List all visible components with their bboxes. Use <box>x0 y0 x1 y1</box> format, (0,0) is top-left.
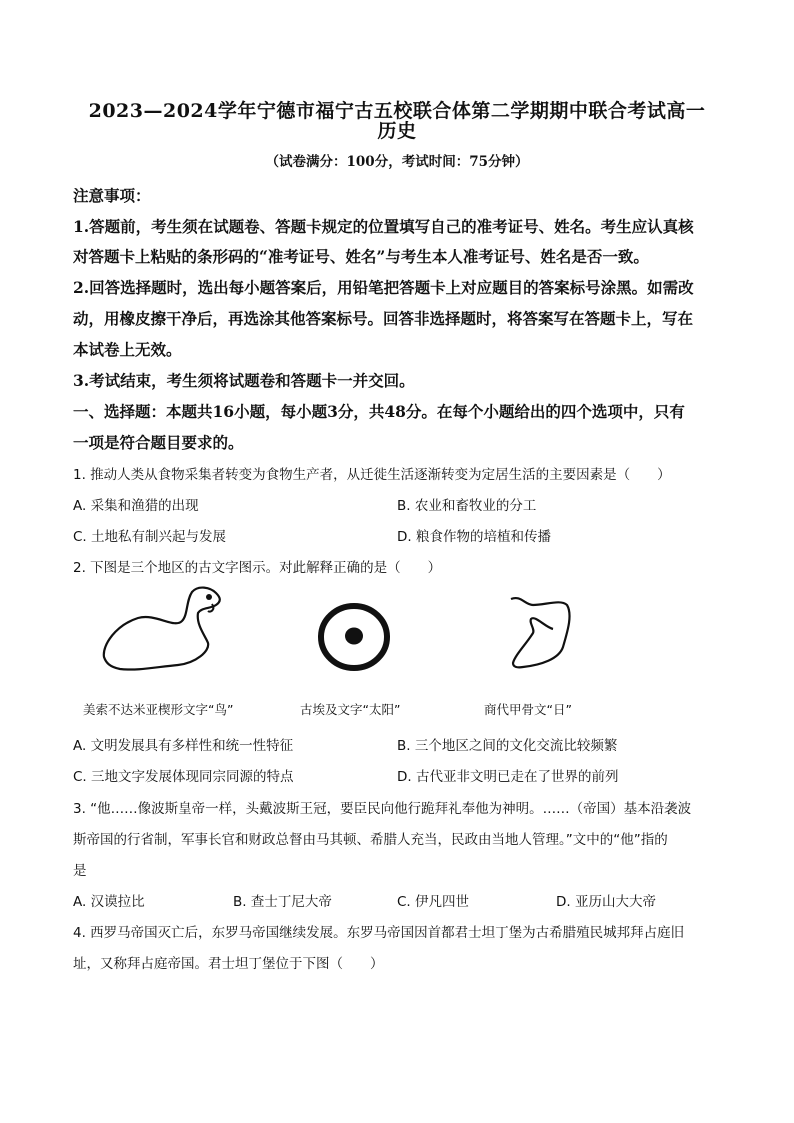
q2-option-c: C. 三地文字发展体现同宗同源的特点 <box>73 769 294 785</box>
q4-stem-b: 址，又称拜占庭帝国。君士坦丁堡位于下图（ ） <box>73 956 384 972</box>
q3-stem-c: 是 <box>73 863 87 879</box>
notice-item-2c: 本试卷上无效。 <box>73 340 182 359</box>
section-heading-b: 一项是符合题目要求的。 <box>73 433 244 452</box>
q3-option-b: B. 查士丁尼大帝 <box>233 894 332 910</box>
notice-item-1b: 对答题卡上粘贴的条形码的“准考证号、姓名”与考生本人准考证号、姓名是否一致。 <box>73 247 649 266</box>
q2-option-a: A. 文明发展具有多样性和统一性特征 <box>73 738 294 754</box>
exam-title: 2023—2024学年宁德市福宁古五校联合体第二学期期中联合考试高一 <box>88 100 706 122</box>
exam-info: （试卷满分：100分，考试时间：75分钟） <box>265 154 529 170</box>
q2-option-b: B. 三个地区之间的文化交流比较频繁 <box>397 738 618 754</box>
notice-item-3: 3.考试结束，考生须将试题卷和答题卡一并交回。 <box>73 371 415 390</box>
q1-stem: 1. 推动人类从食物采集者转变为食物生产者，从迁徙生活逐渐转变为定居生活的主要因素是（ ） <box>73 467 671 483</box>
q2-stem: 2. 下图是三个地区的古文字图示。对此解释正确的是（ ） <box>73 560 442 576</box>
q2-option-d: D. 古代亚非文明已走在了世界的前列 <box>397 769 619 785</box>
q3-stem-b: 斯帝国的行省制，军事长官和财政总督由马其顿、希腊人充当，民政由当地人管理。”文中的“他”指的 <box>73 832 668 848</box>
q4-stem-a: 4. 西罗马帝国灭亡后，东罗马帝国继续发展。东罗马帝国因首都君士坦丁堡为古希腊殖民城邦拜占庭旧 <box>73 925 685 941</box>
q1-option-c: C. 土地私有制兴起与发展 <box>73 529 227 545</box>
egyptian-sun-figure <box>316 601 392 673</box>
q1-option-a: A. 采集和渔猎的出现 <box>73 498 199 514</box>
caption-oracle-bone-sun: 商代甲骨文“日” <box>484 702 572 717</box>
notice-item-1a: 1.答题前，考生须在试题卷、答题卡规定的位置填写自己的准考证号、姓名。考生应认真核 <box>73 217 694 236</box>
caption-egyptian-sun: 古埃及文字“太阳” <box>300 702 401 717</box>
notice-item-2b: 动，用橡皮擦干净后，再选涂其他答案标号。回答非选择题时，将答案写在答题卡上，写在 <box>73 309 694 328</box>
oracle-bone-sun-figure <box>505 593 575 671</box>
exam-subject: 历史 <box>377 120 417 142</box>
section-heading-a: 一、选择题：本题共16小题，每小题3分，共48分。在每个小题给出的四个选项中，只有 <box>73 402 685 421</box>
q3-stem-a: 3. “他……像波斯皇帝一样，头戴波斯王冠，要臣民向他行跪拜礼奉他为神明。……（帝国）基本沿袭波 <box>73 801 692 817</box>
q3-option-c: C. 伊凡四世 <box>397 894 470 910</box>
q3-option-d: D. 亚历山大大帝 <box>556 894 656 910</box>
cuneiform-bird-figure <box>98 585 228 675</box>
caption-cuneiform-bird: 美索不达米亚楔形文字“鸟” <box>83 702 234 717</box>
q3-option-a: A. 汉谟拉比 <box>73 894 145 910</box>
q1-option-d: D. 粮食作物的培植和传播 <box>397 529 551 545</box>
notice-heading: 注意事项： <box>73 186 151 205</box>
notice-item-2a: 2.回答选择题时，选出每小题答案后，用铅笔把答题卡上对应题目的答案标号涂黑。如需改 <box>73 278 694 297</box>
q1-option-b: B. 农业和畜牧业的分工 <box>397 498 537 514</box>
